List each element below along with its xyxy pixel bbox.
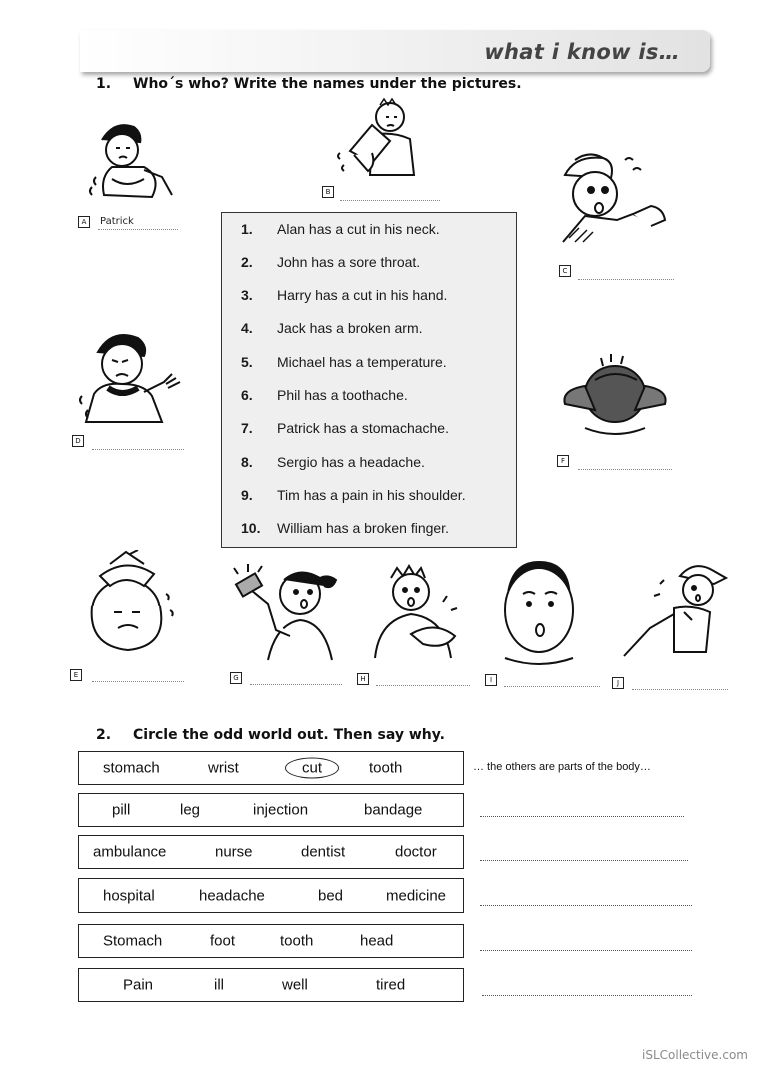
picture-letter-d: D	[72, 435, 84, 447]
picture-c-line	[578, 279, 674, 280]
picture-h-line	[376, 685, 470, 686]
picture-letter-a: A	[78, 216, 90, 228]
cartoon-boy-stomachache	[82, 115, 182, 205]
picture-letter-h: H	[357, 673, 369, 685]
word-row-6	[78, 968, 464, 1002]
row-1-answer: … the others are parts of the body…	[473, 761, 651, 773]
picture-i-line	[504, 686, 600, 687]
picture-letter-i: I	[485, 674, 497, 686]
word-option[interactable]: doctor	[395, 843, 437, 861]
row-5-answer-line[interactable]	[480, 950, 692, 951]
picture-letter-g: G	[230, 672, 242, 684]
picture-b-line	[340, 200, 440, 201]
cartoon-boy-cut-hand	[365, 558, 465, 663]
picture-letter-f: F	[557, 455, 569, 467]
picture-e-line	[92, 681, 184, 682]
picture-j-line	[632, 689, 728, 690]
cartoon-boy-headache	[555, 350, 675, 440]
exercise-2-instruction: Circle the odd world out. Then say why.	[133, 727, 445, 743]
picture-letter-b: B	[322, 186, 334, 198]
row-4-answer-line[interactable]	[480, 905, 692, 906]
page-title: what i know is…	[484, 40, 680, 64]
word-option[interactable]: bandage	[364, 801, 423, 819]
word-row-1	[78, 751, 464, 785]
word-option[interactable]: Stomach	[103, 932, 163, 950]
word-option[interactable]: stomach	[103, 759, 160, 777]
picture-d-line	[92, 449, 184, 450]
word-row-5	[78, 924, 464, 958]
word-option[interactable]: well	[282, 976, 308, 994]
picture-f-line	[578, 469, 672, 470]
word-option[interactable]: dentist	[301, 843, 346, 861]
word-option[interactable]: wrist	[208, 759, 239, 777]
word-option[interactable]: tooth	[369, 759, 403, 777]
exercise-2-number: 2.	[96, 727, 112, 743]
footer-watermark: iSLCollective.com	[642, 1048, 748, 1062]
word-option[interactable]: medicine	[386, 887, 447, 904]
exercise-2-heading	[96, 727, 496, 745]
picture-a-answer: Patrick	[100, 216, 134, 227]
cartoon-man-broken-arm	[332, 95, 422, 180]
cartoon-boy-shoulder-pain	[614, 556, 732, 666]
word-option[interactable]: bed	[318, 887, 344, 904]
picture-a-line	[98, 229, 178, 230]
exercise-1-heading	[96, 76, 556, 94]
row-2-answer-line[interactable]	[480, 816, 684, 817]
picture-letter-c: C	[559, 265, 571, 277]
word-option[interactable]: hospital	[103, 887, 155, 904]
exercise-1-number: 1.	[96, 76, 112, 92]
exercise-1-instruction: Who´s who? Write the names under the pictures.	[133, 76, 522, 92]
row-6-answer-line[interactable]	[482, 995, 692, 996]
word-row-2	[78, 793, 464, 827]
word-option[interactable]: headache	[199, 887, 265, 904]
title-banner	[80, 30, 710, 72]
cartoon-man-temperature	[495, 558, 585, 668]
cartoon-man-cut-neck	[555, 150, 680, 250]
word-option[interactable]: ambulance	[93, 843, 167, 861]
word-option[interactable]: tired	[376, 976, 406, 994]
row-3-answer-line[interactable]	[480, 860, 688, 861]
word-option[interactable]: ill	[214, 976, 224, 994]
word-option-circled[interactable]: cut	[285, 758, 339, 779]
word-row-3	[78, 835, 464, 869]
word-row-4	[78, 878, 464, 913]
cartoon-boy-toothache	[70, 550, 185, 660]
word-option[interactable]: leg	[180, 801, 201, 819]
word-option[interactable]: head	[360, 932, 394, 950]
picture-letter-j: J	[612, 677, 624, 689]
word-option[interactable]: foot	[210, 932, 236, 950]
sentences-box: 1. Alan has a cut in his neck. 2. John has a sore throat. 3. Harry has a cut in his hand. 4. Jack has a broken arm. 5. Michael has a temperature. 6. Phil has a toothache. 7. Patrick has a stomachache. 8. Sergio has a headache. 9. Tim has a pain in his shoulder. 10. William has a broken finger.	[221, 212, 517, 548]
word-option[interactable]: Pain	[123, 976, 154, 994]
word-option[interactable]: nurse	[215, 843, 253, 861]
cartoon-girl-broken-finger	[228, 560, 348, 665]
word-option[interactable]: injection	[253, 801, 309, 819]
word-option[interactable]: pill	[112, 801, 131, 819]
picture-g-line	[250, 684, 342, 685]
word-option[interactable]: tooth	[280, 932, 314, 950]
cartoon-boy-sore-throat	[72, 322, 192, 427]
picture-letter-e: E	[70, 669, 82, 681]
